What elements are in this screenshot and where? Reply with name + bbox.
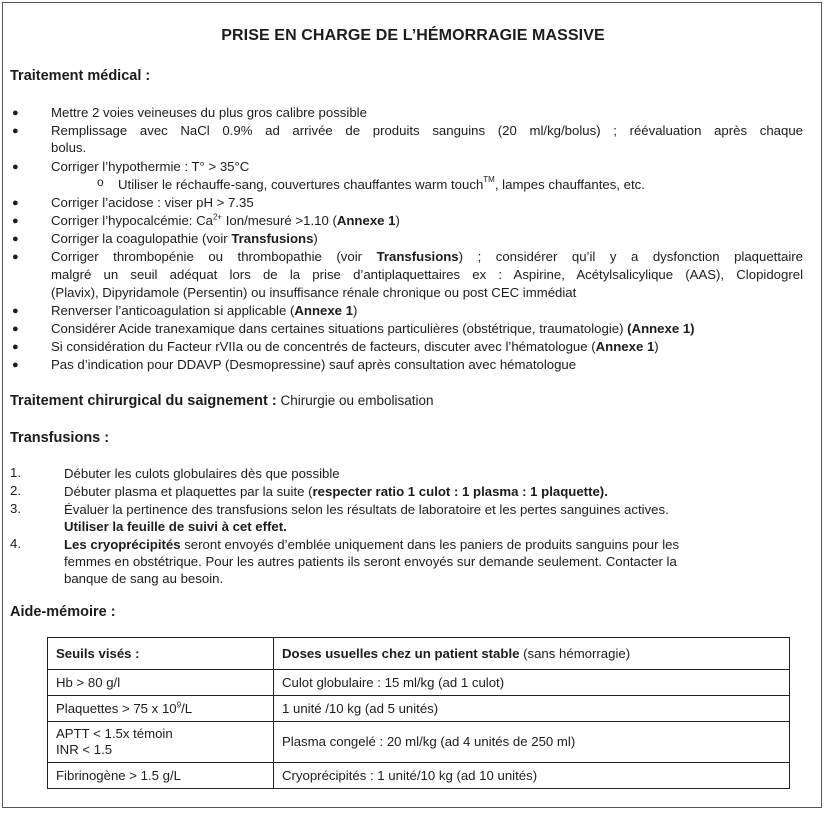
medical-item: Corriger l’acidose : viser pH > 7.35 xyxy=(51,195,254,210)
bullet-icon: ● xyxy=(12,233,19,245)
bullet-icon: ● xyxy=(12,161,19,173)
bullet-icon: ● xyxy=(12,359,19,371)
bullet-icon: ● xyxy=(12,215,19,227)
bullet-icon: ● xyxy=(12,305,19,317)
aide-memoire-table xyxy=(47,637,790,789)
list-number: 3. xyxy=(10,501,21,516)
table-cell: Plasma congelé : 20 ml/kg (ad 4 unités de 250 ml) xyxy=(274,722,790,763)
table-row xyxy=(48,722,790,763)
list-number: 1. xyxy=(10,465,21,480)
transfusion-item: Évaluer la pertinence des transfusions selon les résultats de laboratoire et les pertes sanguines actives. xyxy=(64,502,669,517)
medical-item: Renverser l’anticoagulation si applicable (Annexe 1) xyxy=(51,303,358,318)
bullet-icon: ● xyxy=(12,125,19,137)
medical-item: Pas d’indication pour DDAVP (Desmopressine) sauf après consultation avec hématologue xyxy=(51,357,577,372)
aide-memoire-heading: Aide-mémoire : xyxy=(10,604,116,620)
medical-item: Considérer Acide tranexamique dans certaines situations particulières (obstétrique, traumatologie) (Annexe 1) xyxy=(51,321,695,336)
table-cell: Plaquettes > 75 x $10^9/L$ xyxy=(48,696,274,722)
bullet-icon: ● xyxy=(12,107,19,119)
list-number: 2. xyxy=(10,483,21,498)
bullet-icon: ● xyxy=(12,323,19,335)
table-cell: Hb > 80 g/l xyxy=(48,670,274,696)
table-header-cell: Seuils visés : xyxy=(48,638,274,670)
table-header-cell: Doses usuelles chez un patient stable (sans hémorragie) xyxy=(274,638,790,670)
table-row xyxy=(48,670,790,696)
bullet-icon: ● xyxy=(12,251,19,263)
transfusion-item: Débuter plasma et plaquettes par la suite (respecter ratio 1 culot : 1 plasma : 1 plaquette). xyxy=(64,484,608,499)
transfusion-item: Débuter les culots globulaires dès que possible xyxy=(64,466,340,481)
bullet-icon: ● xyxy=(12,197,19,209)
medical-item-cont: (Plavix), Dipyridamole (Persentin) ou insuffisance rénale chronique ou post CEC immédiat xyxy=(51,285,577,300)
table-cell: Cryoprécipités : 1 unité/10 kg (ad 10 unités) xyxy=(274,763,790,789)
transfusion-item-cont: femmes en obstétrique. Pour les autres patients ils seront envoyés sur demande seulement. Contacter la xyxy=(64,554,677,569)
medical-subitem: Utiliser le réchauffe-sang, couvertures chauffantes warm touch™, lampes chauffantes, etc. xyxy=(118,174,645,192)
transfusion-item-cont: Utiliser la feuille de suivi à cet effet. xyxy=(64,519,287,534)
table-cell: 1 unité /10 kg (ad 5 unités) xyxy=(274,696,790,722)
table-header-row xyxy=(48,638,790,670)
medical-item: Remplissage avec NaCl 0.9% ad arrivée de produits sanguins (20 ml/kg/bolus) ; réévaluation après chaque xyxy=(51,123,803,138)
table-cell: Culot globulaire : 15 ml/kg (ad 1 culot) xyxy=(274,670,790,696)
table-row xyxy=(48,763,790,789)
table-cell: Fibrinogène > 1.5 g/L xyxy=(48,763,274,789)
medical-item: Corriger la coagulopathie (voir Transfusions) xyxy=(51,231,318,246)
medical-item-cont: malgré un seuil adéquat lors de la prise d’antiplaquettaires ex : Aspirine, Acétylsalicylique (AAS), Clopidogrel xyxy=(51,267,803,282)
medical-item-cont: bolus. xyxy=(51,140,87,155)
list-number: 4. xyxy=(10,536,21,551)
medical-heading: Traitement médical : xyxy=(10,68,151,84)
transfusions-heading: Transfusions : xyxy=(10,430,110,446)
table-cell: APTT < 1.5x témoin INR < 1.5 xyxy=(48,722,274,763)
medical-item: Corriger thrombopénie ou thrombopathie (voir Transfusions) ; considérer qu’il y a dysfonction plaquettaire xyxy=(51,249,804,264)
bullet-icon: ● xyxy=(12,341,19,353)
document-title: PRISE EN CHARGE DE L’HÉMORRAGIE MASSIVE xyxy=(221,27,605,44)
medical-item: Corriger l’hypocalcémie: $Ca^{2+}$ Ion/mesuré >1.10 (Annexe 1) xyxy=(51,212,400,228)
medical-item: Si considération du Facteur rVIIa ou de concentrés de facteurs, discuter avec l’hématologue (Annexe 1) xyxy=(51,339,659,354)
medical-item: Mettre 2 voies veineuses du plus gros calibre possible xyxy=(51,105,367,120)
table-row xyxy=(48,696,790,722)
surgical-heading: Traitement chirurgical du saignement : Chirurgie ou embolisation xyxy=(10,393,434,409)
sub-bullet-icon: o xyxy=(97,175,104,189)
transfusion-item: Les cryoprécipités seront envoyés d’emblée uniquement dans les paniers de produits sanguins pour les xyxy=(64,537,680,552)
medical-item: Corriger l’hypothermie : T° > 35°C xyxy=(51,159,250,174)
transfusion-item-cont: banque de sang au besoin. xyxy=(64,571,224,586)
